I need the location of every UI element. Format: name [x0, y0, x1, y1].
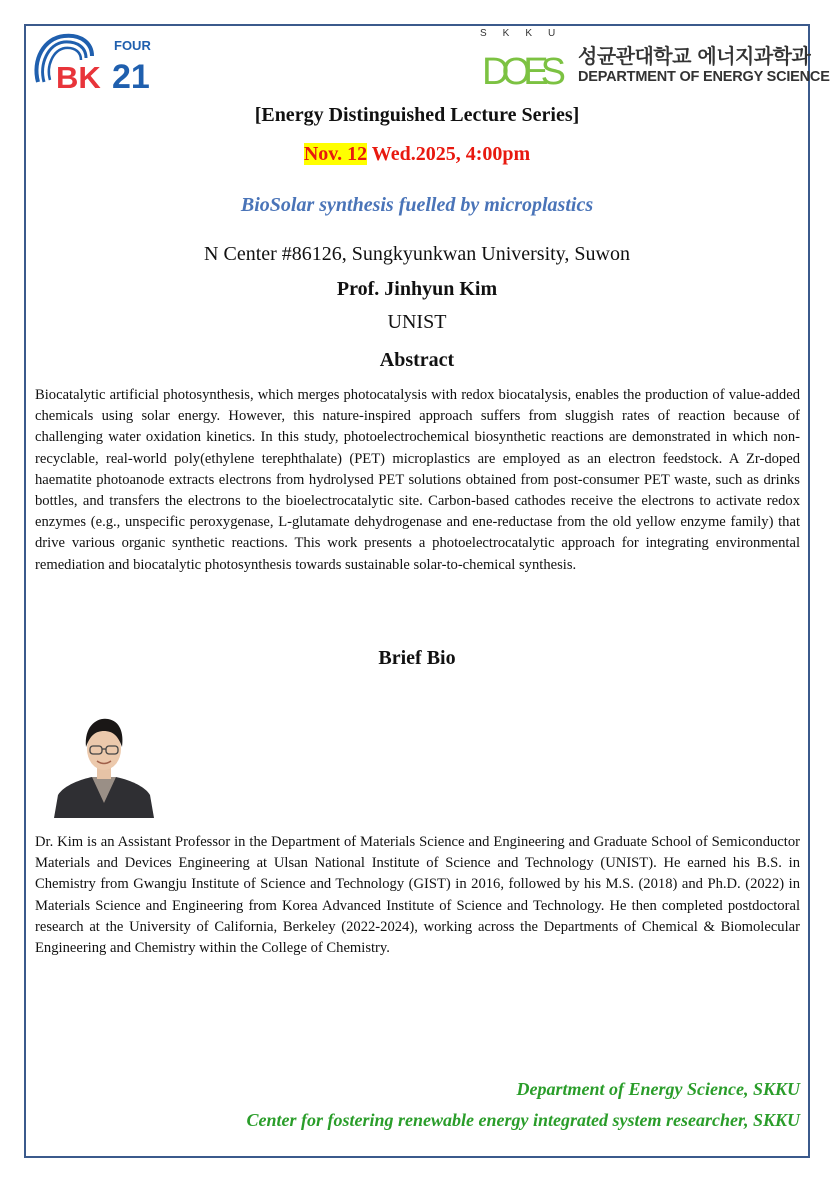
- date-rest: Wed.2025, 4:00pm: [367, 143, 531, 165]
- skku-letters: SKKU: [480, 28, 572, 39]
- bk-number: 21: [112, 58, 150, 92]
- department-korean: 성균관대학교 에너지과학과: [578, 44, 811, 68]
- bk-four-text: FOUR: [114, 38, 151, 53]
- abstract-text: Biocatalytic artificial photosynthesis, which merges photocatalysis with redox biocatalysis, enables the production of value-added chemicals using solar energy. However, this nature-inspired approach suffers from sluggish rates of reaction because of challenging water oxidation kinetics. In this study, photoelectrochemical biosynthetic reactions are demonstrated in which non-recyclable, real-world poly(ethylene terephthalate) (PET) microplastics are employed as an electron feedstock. A Zr-doped haematite photoanode extracts electrons from hydrolysed PET solutions obtained from post-consumer PET waste, such as drinks bottles, and transfers the electrons to the bioelectrocatalytic site. Carbon-based cathodes receive the electrons to activate redox enzymes (e.g., unspecific peroxygenase, L-glutamate dehydrogenase and ene-reductase from the old yellow enzyme family) that drive various organic synthetic reactions. This work presents a photoelectrocatalytic approach for integrating environmental remediation and biocatalytic photosynthesis towards sustainable solar-to-chemical synthesis.: [35, 387, 800, 573]
- event-date: [26, 143, 808, 166]
- footer-center: Center for fostering renewable energy integrated system researcher, SKKU: [246, 1110, 800, 1130]
- bk-text: BK: [56, 60, 101, 92]
- footer-department: Department of Energy Science, SKKU: [516, 1079, 800, 1099]
- bk21-four-logo: [30, 30, 158, 92]
- does-logo: [480, 28, 570, 90]
- does-logo-text: DOES: [482, 51, 566, 90]
- speaker-affiliation: UNIST: [387, 311, 447, 333]
- speaker-name: Prof. Jinhyun Kim: [336, 278, 498, 300]
- lecture-series: [Energy Distinguished Lecture Series]: [254, 104, 580, 126]
- date-highlight: Nov. 12: [303, 143, 368, 165]
- bio-text: Dr. Kim is an Assistant Professor in the Department of Materials Science and Engineering and Graduate School of Semiconductor Materials and Devices Engineering at Ulsan National Institute of Science and Technology (UNIST). He earned his B.S. in Chemistry from Gwangju Institute of Science and Technology (GIST) in 2016, followed by his M.S. (2018) and Ph.D. (2022) in Materials Science and Engineering from Korea Advanced Institute of Science and Technology. He then completed postdoctoral research at the University of California, Berkeley (2022-2024), working across the Departments of Chemical & Biomolecular Engineering and Chemistry within the College of Chemistry.: [35, 834, 800, 957]
- speaker-photo: [54, 713, 154, 818]
- bio-heading: Brief Bio: [378, 647, 456, 669]
- venue: N Center #86126, Sungkyunkwan University, Suwon: [204, 243, 630, 265]
- abstract-heading: Abstract: [379, 349, 455, 371]
- department-english: DEPARTMENT OF ENERGY SCIENCE: [578, 69, 830, 85]
- talk-title: BioSolar synthesis fuelled by microplastics: [240, 194, 594, 216]
